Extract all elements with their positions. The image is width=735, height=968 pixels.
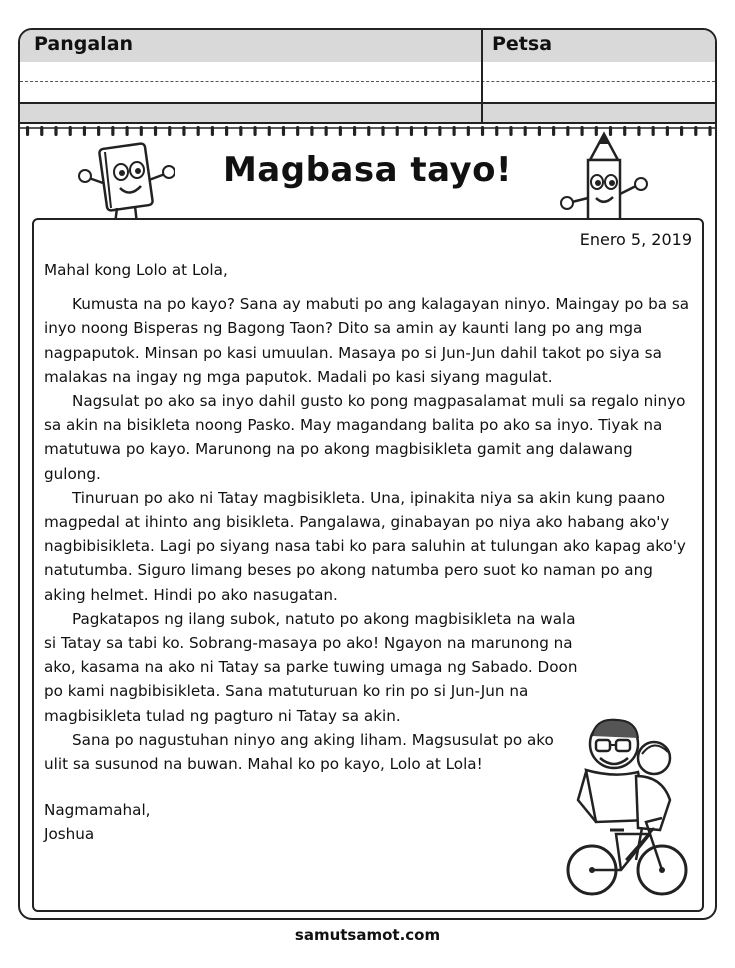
writing-guide-line	[20, 81, 715, 82]
bead	[296, 126, 299, 136]
bead	[154, 126, 157, 136]
bead	[495, 126, 498, 136]
bead	[83, 126, 86, 136]
book-character-icon	[75, 138, 175, 230]
bead	[282, 126, 285, 136]
header-bar	[20, 30, 715, 64]
bead	[538, 126, 541, 136]
bead	[367, 126, 370, 136]
bead	[268, 126, 271, 136]
letter-closing: Nagmamahal,	[44, 801, 151, 820]
bead	[467, 126, 470, 136]
letter-signature: Joshua	[44, 825, 95, 844]
name-date-write-area[interactable]	[20, 62, 715, 102]
bead	[54, 126, 57, 136]
bead	[339, 126, 342, 136]
bead	[40, 126, 43, 136]
bead	[26, 126, 29, 136]
worksheet-frame	[18, 28, 717, 920]
bead	[481, 126, 484, 136]
bead	[424, 126, 427, 136]
letter-date: Enero 5, 2019	[579, 230, 692, 249]
father-son-bicycle-illustration	[566, 710, 691, 905]
bead	[239, 126, 242, 136]
letter-paragraph: Sana po nagustuhan ninyo ang aking liham. Magsusulat po ako ulit sa susunod na buwan. Mahal ko po kayo, Lolo at Lola!	[44, 730, 554, 774]
header-divider	[481, 30, 483, 124]
bead	[325, 126, 328, 136]
header-bottom-strip	[20, 102, 715, 124]
bead	[182, 126, 185, 136]
bead	[453, 126, 456, 136]
bead	[396, 126, 399, 136]
letter-greeting: Mahal kong Lolo at Lola,	[44, 261, 228, 279]
letter-paragraph: Kumusta na po kayo? Sana ay mabuti po ang kalagayan ninyo. Maingay po ba sa inyo noong Bisperas ng Bagong Taon? Dito sa amin ay kaunti lang po ang mga nagpaputok. Minsan po kasi umuulan. Masaya po si Jun-Jun dahil takot po siya sa malakas na ingay ng mga paputok. Madali po kasi siyang magulat.	[44, 295, 690, 386]
bead	[69, 126, 72, 136]
bead	[708, 126, 711, 136]
bead	[111, 126, 114, 136]
page-title: Magbasa tayo!	[222, 150, 513, 190]
bead	[524, 126, 527, 136]
bead	[410, 126, 413, 136]
name-label: Pangalan	[34, 33, 134, 55]
bead	[666, 126, 669, 136]
bead	[125, 126, 128, 136]
bead	[140, 126, 143, 136]
letter-paragraph: Nagsulat po ako sa inyo dahil gusto ko pong magpasalamat muli sa regalo ninyo sa akin na bisikleta noong Pasko. May magandang balita po ako sa inyo. Tiyak na matutuwa po kayo. Marunong na po akong magbisikleta gamit ang dalawang gulong.	[44, 392, 686, 483]
bead	[680, 126, 683, 136]
bead	[97, 126, 100, 136]
letter-paragraph: Pagkatapos ng ilang subok, natuto po akong magbisikleta na wala si Tatay sa tabi ko. Sobrang-masaya po ako! Ngayon na marunong na ako, kasama na ako ni Tatay sa parke tuwing umaga ng Sabado. Doon po kami nagbibisikleta. Sana matuturuan ko rin po si Jun-Jun na magbisikleta tulad ng pagturo ni Tatay sa akin.	[44, 609, 578, 725]
date-label: Petsa	[492, 33, 553, 55]
bead	[694, 126, 697, 136]
site-footer: samutsamot.com	[294, 926, 441, 944]
bead	[438, 126, 441, 136]
bead	[353, 126, 356, 136]
letter-paragraph: Tinuruan po ako ni Tatay magbisikleta. Una, ipinakita niya sa akin kung paano magpedal at ihinto ang bisikleta. Pangalawa, ginabayan po niya ako habang ako'y nagbibisikleta. Lagi po siyang nasa tabi ko para saluhin at tulungan ako kapag ako'y natutumba. Siguro limang beses po akong natumba pero suot ko naman po ang aking helmet. Hindi po ako nasugatan.	[44, 488, 686, 604]
letter-box	[32, 218, 704, 912]
bead	[197, 126, 200, 136]
bead	[168, 126, 171, 136]
bead	[381, 126, 384, 136]
bead	[509, 126, 512, 136]
bead	[310, 126, 313, 136]
bead	[211, 126, 214, 136]
bead	[225, 126, 228, 136]
bead	[253, 126, 256, 136]
